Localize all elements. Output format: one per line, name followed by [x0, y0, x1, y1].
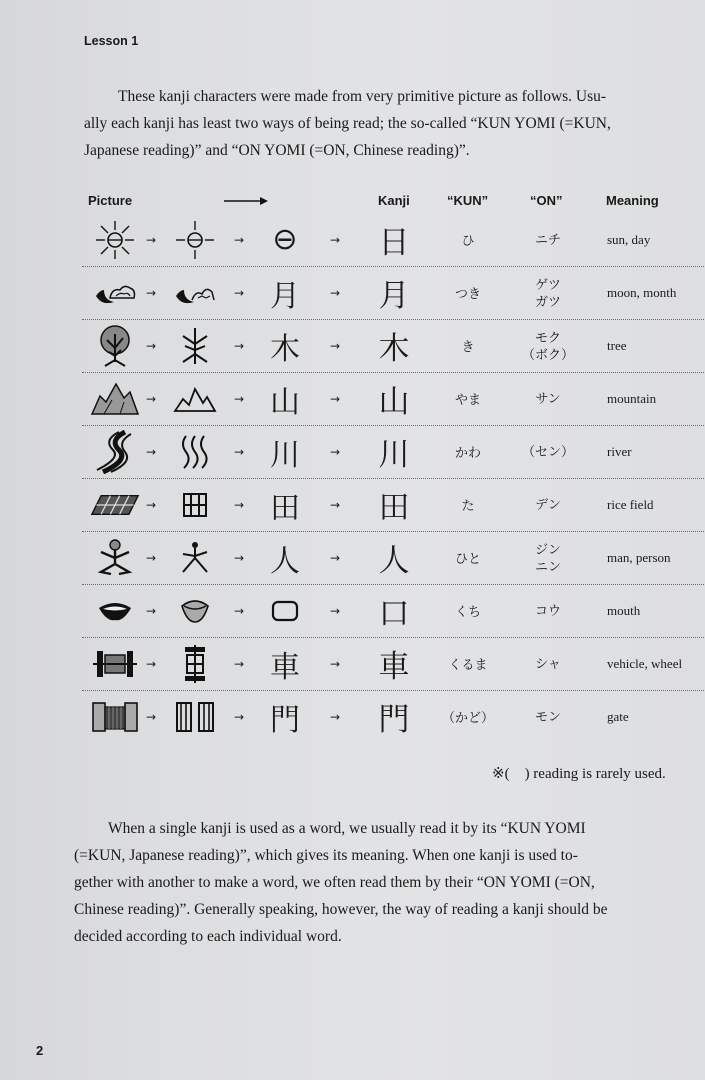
table-row	[82, 690, 704, 743]
kun-reading: （かど）	[441, 710, 494, 725]
arrow-icon: →	[145, 285, 157, 300]
rice-field-picture-icon	[90, 478, 140, 531]
kanji: 川	[378, 437, 410, 473]
intro-line: Japanese reading)” and “ON YOMI (=ON, Chinese reading)”.	[84, 142, 470, 159]
header-on: “ON”	[530, 193, 563, 208]
on-reading-line: サン	[535, 391, 561, 406]
on-reading	[518, 584, 578, 637]
arrow-icon: →	[329, 709, 341, 724]
table-row	[82, 478, 704, 532]
kun-reading: かわ	[454, 445, 481, 460]
kun-reading: やま	[454, 392, 481, 407]
meaning: vehicle, wheel	[607, 655, 683, 671]
arrow-icon: →	[233, 656, 245, 671]
moon-picture-icon	[90, 266, 140, 319]
arrow-icon: →	[329, 285, 341, 300]
arrow-icon: →	[233, 391, 245, 406]
tree-sketch-icon	[170, 319, 220, 372]
on-reading	[518, 266, 578, 319]
intro-paragraph	[84, 83, 704, 164]
header-kanji: Kanji	[378, 193, 410, 208]
table-row	[82, 584, 704, 638]
early-form: 川	[270, 437, 300, 473]
on-reading-line: デン	[535, 497, 561, 512]
on-reading	[518, 690, 578, 743]
on-reading	[518, 425, 578, 478]
arrow-icon: →	[145, 550, 157, 565]
arrow-icon: →	[145, 497, 157, 512]
arrow-icon: →	[145, 656, 157, 671]
arrow-icon: →	[145, 709, 157, 724]
body-line: (=KUN, Japanese reading)”, which gives its meaning. When one kanji is used to-	[74, 847, 578, 864]
river-sketch-icon	[170, 425, 220, 478]
early-form	[260, 584, 310, 637]
body-line: decided according to each individual word.	[74, 928, 342, 945]
table-row	[82, 266, 704, 320]
on-reading-line: シャ	[535, 656, 561, 671]
kanji: 車	[378, 649, 410, 685]
mountain-sketch-icon	[170, 372, 220, 425]
cart-picture-icon	[90, 637, 140, 690]
on-reading-line: モク	[534, 329, 561, 345]
table-row	[82, 319, 704, 373]
arrow-icon: →	[233, 232, 245, 247]
on-reading-line: ジン	[535, 541, 561, 557]
cart-sketch-icon	[170, 637, 220, 690]
table-row	[82, 213, 704, 267]
on-reading-line: ゲツ	[535, 276, 561, 292]
arrow-icon: →	[329, 656, 341, 671]
early-form: 門	[270, 702, 300, 738]
arrow-icon: →	[329, 497, 341, 512]
meaning: sun, day	[607, 231, 651, 247]
on-reading-line: コウ	[534, 603, 561, 618]
kun-reading: き	[461, 339, 475, 354]
mouth-picture-icon	[90, 584, 140, 637]
arrow-icon: →	[145, 391, 157, 406]
header-meaning: Meaning	[606, 193, 659, 208]
arrow-icon: →	[233, 709, 245, 724]
header-kun: “KUN”	[447, 193, 489, 208]
arrow-icon: →	[233, 603, 245, 618]
on-reading-line: （セン）	[521, 444, 574, 459]
arrow-icon: →	[329, 550, 341, 565]
rice-field-sketch-icon	[170, 478, 220, 531]
arrow-icon: →	[329, 232, 341, 247]
kanji: 山	[378, 384, 410, 420]
arrow-icon: →	[233, 550, 245, 565]
meaning: moon, month	[607, 284, 677, 300]
kanji: 木	[378, 331, 410, 367]
kun-reading: ひ	[461, 233, 475, 248]
arrow-icon: →	[145, 603, 157, 618]
table-row	[82, 372, 704, 426]
early-form: 人	[270, 543, 300, 579]
kun-reading: くち	[454, 604, 481, 619]
kanji: 門	[378, 702, 410, 738]
person-sketch-icon	[170, 531, 220, 584]
arrow-icon: →	[233, 497, 245, 512]
mountain-picture-icon	[90, 372, 140, 425]
arrow-icon: →	[145, 338, 157, 353]
early-form: 車	[270, 649, 300, 685]
meaning: rice field	[607, 496, 654, 512]
meaning: man, person	[607, 549, 671, 565]
kanji: 日	[378, 225, 410, 261]
on-reading-line: ニン	[534, 558, 561, 574]
table-row	[82, 531, 704, 585]
intro-line: These kanji characters were made from very primitive picture as follows. Usu-	[118, 88, 607, 105]
long-arrow-icon	[224, 196, 268, 206]
arrow-icon: →	[329, 603, 341, 618]
kanji: 口	[378, 596, 410, 632]
meaning: tree	[607, 337, 627, 353]
on-reading	[518, 478, 578, 531]
moon-sketch-icon	[170, 266, 220, 319]
gate-picture-icon	[90, 690, 140, 743]
kun-reading: ひと	[454, 551, 481, 566]
arrow-icon: →	[145, 444, 157, 459]
arrow-icon: →	[329, 338, 341, 353]
on-reading-line: ニチ	[534, 232, 561, 247]
arrow-icon: →	[233, 285, 245, 300]
kanji: 月	[378, 278, 410, 314]
meaning: gate	[607, 708, 629, 724]
early-form: ⊖	[272, 222, 298, 257]
body-line: gether with another to make a word, we often read them by their “ON YOMI (=ON,	[74, 874, 595, 891]
person-picture-icon	[90, 531, 140, 584]
meaning: river	[607, 443, 632, 459]
river-picture-icon	[90, 425, 140, 478]
on-reading	[518, 319, 578, 372]
on-reading-line: モン	[534, 709, 561, 724]
early-form: 木	[270, 331, 300, 367]
sun-picture-icon	[90, 213, 140, 266]
meaning: mountain	[607, 390, 657, 406]
on-reading-line: ガツ	[534, 293, 561, 309]
footnote: ※( ) reading is rarely used.	[492, 766, 666, 782]
body-line: Chinese reading)”. Generally speaking, however, the way of reading a kanji should be	[74, 901, 608, 918]
body-paragraph	[74, 815, 705, 950]
mouth-sketch-icon	[170, 584, 220, 637]
kanji: 人	[378, 543, 410, 579]
lesson-header: Lesson 1	[84, 34, 139, 48]
header-picture: Picture	[88, 193, 133, 208]
page-number: 2	[36, 1043, 44, 1058]
on-reading	[518, 372, 578, 425]
meaning: mouth	[607, 602, 641, 618]
table-row	[82, 637, 704, 691]
kun-reading: くるま	[448, 657, 488, 672]
on-reading	[518, 213, 578, 266]
on-reading	[518, 531, 578, 584]
arrow-icon: →	[329, 391, 341, 406]
on-reading-line: （ボク）	[521, 346, 574, 362]
early-form: 田	[270, 490, 300, 526]
tree-picture-icon	[90, 319, 140, 372]
kun-reading: つき	[454, 286, 481, 301]
sun-sketch-icon	[170, 213, 220, 266]
arrow-icon: →	[233, 338, 245, 353]
kun-reading: た	[461, 498, 475, 513]
table-row	[82, 425, 704, 479]
early-form: ⽉	[270, 278, 300, 314]
body-line: When a single kanji is used as a word, we usually read it by its “KUN YOMI	[108, 820, 586, 837]
early-form: 山	[270, 384, 300, 420]
gate-sketch-icon	[170, 690, 220, 743]
intro-line: ally each kanji has least two ways of being read; the so-called “KUN YOMI (=KUN,	[84, 115, 611, 132]
kanji: 田	[378, 490, 410, 526]
on-reading	[518, 637, 578, 690]
arrow-icon: →	[145, 232, 157, 247]
arrow-icon: →	[233, 444, 245, 459]
arrow-icon: →	[329, 444, 341, 459]
